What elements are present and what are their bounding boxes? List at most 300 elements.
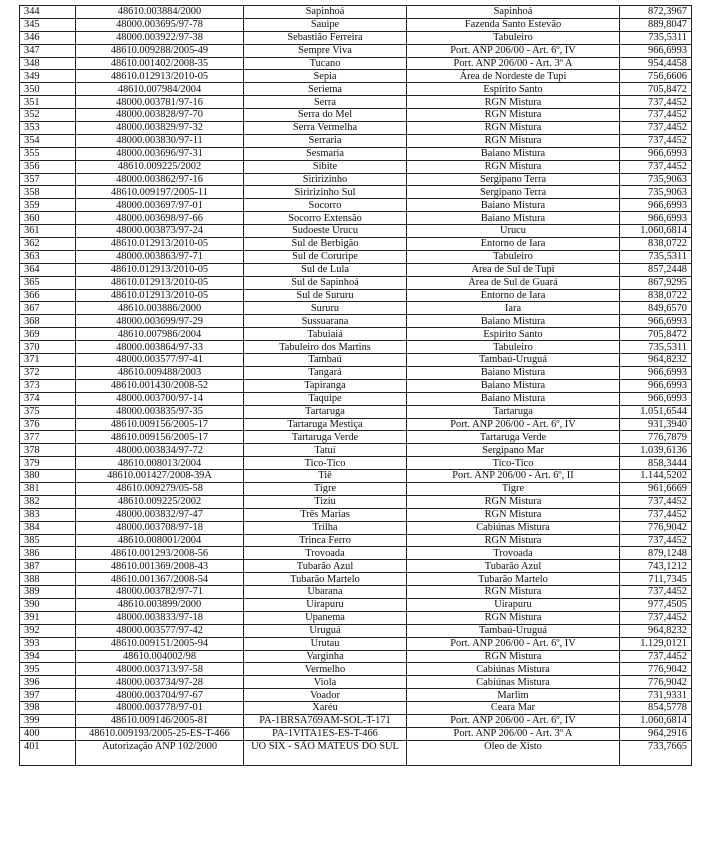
row-number: 385: [20, 534, 76, 547]
row-number: 380: [20, 470, 76, 483]
reference-oil: Urucu: [407, 225, 620, 238]
table-row: [20, 379, 692, 392]
process-number: 48000.003864/97-33: [76, 341, 244, 354]
reference-oil: RGN Mistura: [407, 109, 620, 122]
field-name: Seriema: [244, 83, 407, 96]
field-name: Sauipe: [244, 18, 407, 31]
field-name: PA-1VITA1ES-ES-T-466: [244, 727, 407, 740]
reference-oil: Port. ANP 206/00 - Art. 6º, II: [407, 470, 620, 483]
process-number: 48610.003884/2000: [76, 6, 244, 19]
field-name: Tartaruga Verde: [244, 431, 407, 444]
reference-oil: Sergipano Mar: [407, 444, 620, 457]
price-value: 737,4452: [620, 109, 692, 122]
row-number: 376: [20, 418, 76, 431]
price-value: 1.051,6544: [620, 405, 692, 418]
price-value: 889,8047: [620, 18, 692, 31]
field-name: Trinca Ferro: [244, 534, 407, 547]
reference-oil: Tico-Tico: [407, 457, 620, 470]
table-row: [20, 44, 692, 57]
row-number: 377: [20, 431, 76, 444]
price-table: [19, 5, 692, 766]
table-row: [20, 328, 692, 341]
row-number: 370: [20, 341, 76, 354]
table-row: [20, 689, 692, 702]
reference-oil: Área de Sul de Tupi: [407, 263, 620, 276]
process-number: 48610.007984/2004: [76, 83, 244, 96]
row-number: 345: [20, 18, 76, 31]
row-number: 360: [20, 212, 76, 225]
process-number: 48610.001369/2008-43: [76, 560, 244, 573]
field-name: Tabuiaiá: [244, 328, 407, 341]
table-row: [20, 250, 692, 263]
price-value: 737,4452: [620, 495, 692, 508]
process-number: 48000.003695/97-78: [76, 18, 244, 31]
field-name: Siririzinho Sul: [244, 186, 407, 199]
field-name: UO SIX - SÃO MATEUS DO SUL: [244, 740, 407, 765]
table-row: [20, 70, 692, 83]
row-number: 371: [20, 354, 76, 367]
field-name: Sempre Viva: [244, 44, 407, 57]
row-number: 364: [20, 263, 76, 276]
reference-oil: RGN Mistura: [407, 96, 620, 109]
table-row: [20, 6, 692, 19]
reference-oil: Port. ANP 206/00 - Art. 3º A: [407, 57, 620, 70]
price-value: 954,4458: [620, 57, 692, 70]
price-value: 737,4452: [620, 650, 692, 663]
row-number: 368: [20, 315, 76, 328]
field-name: Ubarana: [244, 586, 407, 599]
row-number: 357: [20, 173, 76, 186]
field-name: Viola: [244, 676, 407, 689]
price-value: 966,6993: [620, 199, 692, 212]
field-name: Voador: [244, 689, 407, 702]
reference-oil: Tubarão Azul: [407, 560, 620, 573]
process-number: 48000.003873/97-24: [76, 225, 244, 238]
reference-oil: Uirapuru: [407, 598, 620, 611]
process-number: 48000.003781/97-16: [76, 96, 244, 109]
table-row: [20, 431, 692, 444]
process-number: 48610.001427/2008-39A: [76, 470, 244, 483]
process-number: 48000.003828/97-70: [76, 109, 244, 122]
table-row: [20, 740, 692, 765]
reference-oil: Baiano Mistura: [407, 199, 620, 212]
table-row: [20, 650, 692, 663]
process-number: 48000.003863/97-71: [76, 250, 244, 263]
field-name: Tabuleiro dos Martins: [244, 341, 407, 354]
row-number: 347: [20, 44, 76, 57]
reference-oil: RGN Mistura: [407, 160, 620, 173]
table-row: [20, 186, 692, 199]
table-row: [20, 341, 692, 354]
price-value: 867,9295: [620, 276, 692, 289]
reference-oil: Sergipano Terra: [407, 173, 620, 186]
row-number: 348: [20, 57, 76, 70]
reference-oil: Tabuleiro: [407, 31, 620, 44]
process-number: 48610.009288/2005-49: [76, 44, 244, 57]
process-number: 48000.003778/97-01: [76, 702, 244, 715]
price-value: 966,6993: [620, 315, 692, 328]
process-number: 48610.012913/2010-05: [76, 276, 244, 289]
price-value: 735,5311: [620, 250, 692, 263]
field-name: Tatuí: [244, 444, 407, 457]
price-value: 731,9331: [620, 689, 692, 702]
reference-oil: RGN Mistura: [407, 611, 620, 624]
reference-oil: Baiano Mistura: [407, 366, 620, 379]
reference-oil: Baiano Mistura: [407, 147, 620, 160]
field-name: Tartaruga Mestiça: [244, 418, 407, 431]
row-number: 395: [20, 663, 76, 676]
price-value: 743,1212: [620, 560, 692, 573]
price-value: 838,0722: [620, 238, 692, 251]
field-name: Sul de Sururu: [244, 289, 407, 302]
reference-oil: Baiano Mistura: [407, 379, 620, 392]
row-number: 397: [20, 689, 76, 702]
table-row: [20, 534, 692, 547]
reference-oil: Baiano Mistura: [407, 315, 620, 328]
price-value: 776,9042: [620, 521, 692, 534]
process-number: 48000.003734/97-28: [76, 676, 244, 689]
field-name: Sul de Sapinhoá: [244, 276, 407, 289]
reference-oil: Sapinhoá: [407, 6, 620, 19]
field-name: Tambaú: [244, 354, 407, 367]
field-name: Tiê: [244, 470, 407, 483]
table-row: [20, 444, 692, 457]
price-value: 1.129,0121: [620, 637, 692, 650]
field-name: Socorro: [244, 199, 407, 212]
reference-oil: Ceara Mar: [407, 702, 620, 715]
process-number: 48610.004002/98: [76, 650, 244, 663]
field-name: Sepia: [244, 70, 407, 83]
row-number: 349: [20, 70, 76, 83]
table-row: [20, 199, 692, 212]
process-number: 48000.003698/97-66: [76, 212, 244, 225]
price-value: 849,6570: [620, 302, 692, 315]
field-name: Uruguá: [244, 624, 407, 637]
process-number: 48610.009146/2005-81: [76, 714, 244, 727]
price-value: 931,3940: [620, 418, 692, 431]
price-value: 964,2916: [620, 727, 692, 740]
table-row: [20, 702, 692, 715]
price-value: 966,6993: [620, 379, 692, 392]
process-number: 48000.003832/97-47: [76, 508, 244, 521]
reference-oil: Tabuleiro: [407, 250, 620, 263]
process-number: 48610.009156/2005-17: [76, 431, 244, 444]
reference-oil: Tabuleiro: [407, 341, 620, 354]
row-number: 372: [20, 366, 76, 379]
field-name: Tucano: [244, 57, 407, 70]
table-row: [20, 302, 692, 315]
process-number: 48610.001293/2008-56: [76, 547, 244, 560]
price-value: 776,9042: [620, 676, 692, 689]
reference-oil: Área de Nordeste de Tupi: [407, 70, 620, 83]
row-number: 400: [20, 727, 76, 740]
price-value: 961,6669: [620, 482, 692, 495]
reference-oil: Espírito Santo: [407, 83, 620, 96]
field-name: Sebastião Ferreira: [244, 31, 407, 44]
field-name: Sul de Lula: [244, 263, 407, 276]
reference-oil: Entorno de Iara: [407, 238, 620, 251]
field-name: Sapinhoá: [244, 6, 407, 19]
table-row: [20, 405, 692, 418]
row-number: 389: [20, 586, 76, 599]
row-number: 388: [20, 573, 76, 586]
field-name: Uirapuru: [244, 598, 407, 611]
process-number: 48610.009225/2002: [76, 495, 244, 508]
field-name: Varginha: [244, 650, 407, 663]
field-name: Taquipe: [244, 392, 407, 405]
reference-oil: Espírito Santo: [407, 328, 620, 341]
reference-oil: Tartaruga Verde: [407, 431, 620, 444]
process-number: 48610.001402/2008-35: [76, 57, 244, 70]
reference-oil: RGN Mistura: [407, 586, 620, 599]
table-row: [20, 663, 692, 676]
field-name: Serra: [244, 96, 407, 109]
price-value: 737,4452: [620, 534, 692, 547]
process-number: 48610.008001/2004: [76, 534, 244, 547]
field-name: Serra Vermelha: [244, 122, 407, 135]
price-value: 1.144,5202: [620, 470, 692, 483]
process-number: 48000.003696/97-31: [76, 147, 244, 160]
process-number: 48610.003899/2000: [76, 598, 244, 611]
price-value: 838,0722: [620, 289, 692, 302]
process-number: 48610.003886/2000: [76, 302, 244, 315]
process-number: 48610.001430/2008-52: [76, 379, 244, 392]
row-number: 378: [20, 444, 76, 457]
process-number: 48000.003834/97-72: [76, 444, 244, 457]
table-row: [20, 586, 692, 599]
price-value: 857,2448: [620, 263, 692, 276]
reference-oil: Marlim: [407, 689, 620, 702]
process-number: 48000.003830/97-11: [76, 134, 244, 147]
process-number: 48610.009279/05-58: [76, 482, 244, 495]
price-value: 735,9063: [620, 173, 692, 186]
reference-oil: Port. ANP 206/00 - Art. 6º, IV: [407, 714, 620, 727]
price-value: 879,1248: [620, 547, 692, 560]
price-value: 966,6993: [620, 44, 692, 57]
field-name: Tigre: [244, 482, 407, 495]
reference-oil: Tubarão Martelo: [407, 573, 620, 586]
table-row: [20, 470, 692, 483]
price-value: 737,4452: [620, 611, 692, 624]
table-row: [20, 676, 692, 689]
field-name: Tico-Tico: [244, 457, 407, 470]
field-name: Tubarão Azul: [244, 560, 407, 573]
process-number: 48000.003782/97-71: [76, 586, 244, 599]
price-value: 964,8232: [620, 354, 692, 367]
row-number: 363: [20, 250, 76, 263]
process-number: 48000.003697/97-01: [76, 199, 244, 212]
process-number: 48610.012913/2010-05: [76, 289, 244, 302]
price-value: 705,8472: [620, 328, 692, 341]
reference-oil: Cabiúnas Mistura: [407, 521, 620, 534]
price-value: 756,6606: [620, 70, 692, 83]
row-number: 367: [20, 302, 76, 315]
row-number: 392: [20, 624, 76, 637]
process-number: 48610.001367/2008-54: [76, 573, 244, 586]
table-row: [20, 134, 692, 147]
process-number: Autorização ANP 102/2000: [76, 740, 244, 765]
field-name: Socorro Extensão: [244, 212, 407, 225]
reference-oil: Tigre: [407, 482, 620, 495]
process-number: 48000.003835/97-35: [76, 405, 244, 418]
field-name: Sibite: [244, 160, 407, 173]
table-row: [20, 637, 692, 650]
process-number: 48000.003708/97-18: [76, 521, 244, 534]
process-number: 48610.009488/2003: [76, 366, 244, 379]
table-row: [20, 560, 692, 573]
field-name: Tartaruga: [244, 405, 407, 418]
reference-oil: Cabiúnas Mistura: [407, 663, 620, 676]
row-number: 351: [20, 96, 76, 109]
price-value: 1.060,6814: [620, 714, 692, 727]
field-name: Sul de Berbigão: [244, 238, 407, 251]
price-value: 977,4505: [620, 598, 692, 611]
table-row: [20, 573, 692, 586]
table-row: [20, 547, 692, 560]
price-value: 776,7879: [620, 431, 692, 444]
price-value: 737,4452: [620, 508, 692, 521]
row-number: 393: [20, 637, 76, 650]
reference-oil: RGN Mistura: [407, 495, 620, 508]
price-value: 1.039,6136: [620, 444, 692, 457]
reference-oil: Baiano Mistura: [407, 392, 620, 405]
field-name: Urutau: [244, 637, 407, 650]
field-name: Três Marias: [244, 508, 407, 521]
field-name: Sesmaria: [244, 147, 407, 160]
row-number: 398: [20, 702, 76, 715]
price-value: 737,4452: [620, 122, 692, 135]
process-number: 48000.003700/97-14: [76, 392, 244, 405]
table-row: [20, 727, 692, 740]
field-name: Tiziu: [244, 495, 407, 508]
table-row: [20, 418, 692, 431]
row-number: 401: [20, 740, 76, 765]
reference-oil: Sergipano Terra: [407, 186, 620, 199]
process-number: 48000.003713/97-58: [76, 663, 244, 676]
field-name: Vermelho: [244, 663, 407, 676]
process-number: 48000.003922/97-38: [76, 31, 244, 44]
process-number: 48610.009225/2002: [76, 160, 244, 173]
field-name: Trilha: [244, 521, 407, 534]
price-table-body: [20, 6, 692, 766]
reference-oil: RGN Mistura: [407, 650, 620, 663]
row-number: 359: [20, 199, 76, 212]
row-number: 366: [20, 289, 76, 302]
field-name: Tapiranga: [244, 379, 407, 392]
price-value: 966,6993: [620, 366, 692, 379]
reference-oil: Port. ANP 206/00 - Art. 3º A: [407, 727, 620, 740]
field-name: Sul de Coruripe: [244, 250, 407, 263]
table-row: [20, 18, 692, 31]
table-row: [20, 315, 692, 328]
reference-oil: Óleo de Xisto: [407, 740, 620, 765]
field-name: Trovoada: [244, 547, 407, 560]
row-number: 379: [20, 457, 76, 470]
row-number: 361: [20, 225, 76, 238]
reference-oil: Trovoada: [407, 547, 620, 560]
table-row: [20, 714, 692, 727]
table-row: [20, 611, 692, 624]
price-value: 966,6993: [620, 147, 692, 160]
reference-oil: Port. ANP 206/00 - Art. 6º, IV: [407, 44, 620, 57]
table-row: [20, 238, 692, 251]
row-number: 374: [20, 392, 76, 405]
row-number: 362: [20, 238, 76, 251]
row-number: 383: [20, 508, 76, 521]
reference-oil: Port. ANP 206/00 - Art. 6º, IV: [407, 637, 620, 650]
price-value: 776,9042: [620, 663, 692, 676]
table-row: [20, 521, 692, 534]
row-number: 381: [20, 482, 76, 495]
row-number: 394: [20, 650, 76, 663]
row-number: 386: [20, 547, 76, 560]
reference-oil: Tambaú-Uruguá: [407, 354, 620, 367]
table-row: [20, 289, 692, 302]
price-value: 737,4452: [620, 586, 692, 599]
table-row: [20, 495, 692, 508]
price-value: 966,6993: [620, 392, 692, 405]
row-number: 358: [20, 186, 76, 199]
field-name: Siririzinho: [244, 173, 407, 186]
table-row: [20, 122, 692, 135]
table-row: [20, 392, 692, 405]
row-number: 355: [20, 147, 76, 160]
row-number: 375: [20, 405, 76, 418]
process-number: 48610.012913/2010-05: [76, 70, 244, 83]
reference-oil: RGN Mistura: [407, 134, 620, 147]
process-number: 48610.012913/2010-05: [76, 238, 244, 251]
field-name: Tangará: [244, 366, 407, 379]
row-number: 390: [20, 598, 76, 611]
table-row: [20, 624, 692, 637]
field-name: Sussuarana: [244, 315, 407, 328]
price-value: 1.060,6814: [620, 225, 692, 238]
row-number: 373: [20, 379, 76, 392]
table-row: [20, 147, 692, 160]
table-row: [20, 173, 692, 186]
row-number: 346: [20, 31, 76, 44]
table-row: [20, 354, 692, 367]
table-row: [20, 598, 692, 611]
row-number: 365: [20, 276, 76, 289]
reference-oil: Cabiúnas Mistura: [407, 676, 620, 689]
reference-oil: Fazenda Santo Estevão: [407, 18, 620, 31]
process-number: 48610.009151/2005-94: [76, 637, 244, 650]
table-row: [20, 96, 692, 109]
process-number: 48610.012913/2010-05: [76, 263, 244, 276]
reference-oil: Entorno de Iara: [407, 289, 620, 302]
reference-oil: RGN Mistura: [407, 534, 620, 547]
price-value: 735,5311: [620, 31, 692, 44]
table-row: [20, 482, 692, 495]
reference-oil: Iara: [407, 302, 620, 315]
reference-oil: Baiano Mistura: [407, 212, 620, 225]
row-number: 391: [20, 611, 76, 624]
price-value: 735,5311: [620, 341, 692, 354]
process-number: 48000.003704/97-67: [76, 689, 244, 702]
row-number: 399: [20, 714, 76, 727]
row-number: 350: [20, 83, 76, 96]
row-number: 354: [20, 134, 76, 147]
reference-oil: Tartaruga: [407, 405, 620, 418]
price-value: 854,5778: [620, 702, 692, 715]
field-name: Serraria: [244, 134, 407, 147]
reference-oil: RGN Mistura: [407, 508, 620, 521]
table-row: [20, 160, 692, 173]
process-number: 48610.009156/2005-17: [76, 418, 244, 431]
table-row: [20, 83, 692, 96]
row-number: 387: [20, 560, 76, 573]
